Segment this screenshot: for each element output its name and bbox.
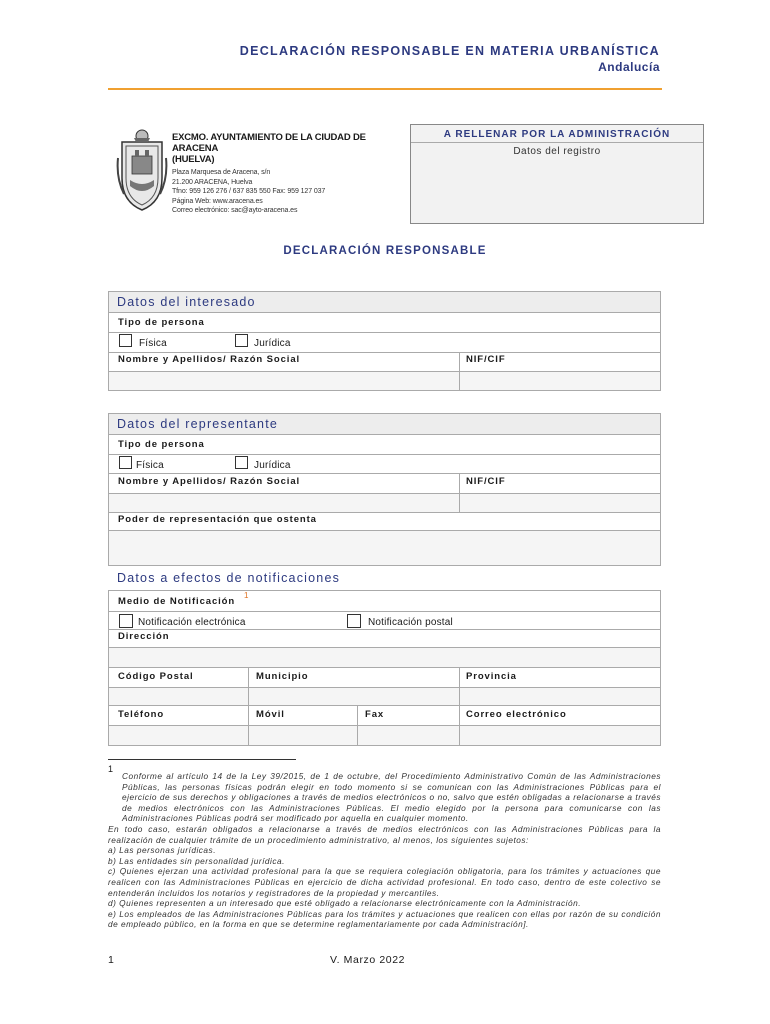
- municipality-web: Página Web: www.aracena.es: [172, 197, 263, 205]
- representante-nif-input[interactable]: [460, 494, 660, 512]
- representante-juridica-checkbox[interactable]: [235, 456, 248, 469]
- notificaciones-options-row: [108, 612, 661, 630]
- municipality-info: [172, 132, 402, 216]
- footnote-item-a: a) Las personas jurídicas.: [108, 845, 217, 856]
- section-interesado-heading: Datos del interesado: [108, 291, 661, 313]
- cp-label: Código Postal: [118, 671, 194, 682]
- correo-input[interactable]: [460, 726, 660, 745]
- telefono-header-row: [108, 706, 661, 726]
- representante-fisica-label: Física: [136, 460, 164, 471]
- municipio-label: Municipio: [256, 671, 309, 682]
- representante-nif-label: NIF/CIF: [466, 476, 506, 487]
- interesado-nif-input[interactable]: [460, 372, 660, 390]
- representante-nombre-label: Nombre y Apellidos/ Razón Social: [118, 476, 301, 487]
- cp-header-row: [108, 668, 661, 688]
- notificacion-electronica-label: Notificación electrónica: [138, 617, 246, 628]
- telefono-input-row: [108, 726, 661, 746]
- direccion-input[interactable]: [108, 648, 661, 668]
- direccion-header-row: [108, 630, 661, 648]
- representante-poder-input[interactable]: [108, 531, 661, 566]
- footnote-item-d: d) Quienes representen a un interesado que esté obligado a relacionarse electrónicamente con la Administración.: [108, 898, 582, 909]
- interesado-juridica-label: Jurídica: [254, 338, 291, 349]
- interesado-nombre-input-row: [108, 371, 661, 391]
- notificacion-postal-label: Notificación postal: [368, 617, 453, 628]
- interesado-juridica-checkbox[interactable]: [235, 334, 248, 347]
- representante-fisica-checkbox[interactable]: [119, 456, 132, 469]
- document-region: Andalucía: [598, 60, 660, 74]
- fax-input[interactable]: [358, 726, 459, 745]
- interesado-tipo-row: [108, 313, 661, 333]
- footnote-item-c: c) Quienes ejerzan una actividad profesional para la que se requiera colegiación obligatoria, para los trámites y actuaciones que realicen con las Administraciones Públicas en ejercicio de dicha actividad profesional. En todo caso, dentro de este colectivo se entenderán incluidos los notarios y registradores de la propiedad y mercantiles.: [108, 866, 661, 898]
- cp-input-row: [108, 688, 661, 706]
- notificacion-electronica-checkbox[interactable]: [119, 614, 133, 628]
- telefono-input[interactable]: [109, 726, 248, 745]
- footnote-ref: 1: [244, 591, 249, 600]
- footnote-text: [108, 771, 661, 930]
- header-divider: [108, 88, 662, 90]
- document-title: DECLARACIÓN RESPONSABLE EN MATERIA URBANÍSTICA: [239, 44, 660, 58]
- footnote-paragraph-2: En todo caso, estarán obligados a relacionarse a través de medios electrónicos con las Administraciones Públicas para la realización de cualquier trámite de un procedimiento administrativo, al menos, los siguientes sujetos:: [108, 823, 661, 845]
- footnote-item-b: b) Las entidades sin personalidad jurídica.: [108, 855, 285, 866]
- coat-of-arms-icon: [116, 128, 168, 212]
- provincia-label: Provincia: [466, 671, 517, 682]
- municipality-postal: 21.200 ARACENA, Huelva: [172, 178, 253, 186]
- municipality-email: Correo electrónico: sac@ayto-aracena.es: [172, 207, 298, 215]
- representante-tipo-row: [108, 435, 661, 455]
- representante-options-row: [108, 455, 661, 474]
- correo-label: Correo electrónico: [466, 709, 567, 720]
- municipality-address: Plaza Marquesa de Aracena, s/n: [172, 169, 271, 176]
- interesado-nombre-header-row: [108, 352, 661, 371]
- representante-nombre-input-row: [108, 493, 661, 513]
- fax-label: Fax: [365, 709, 385, 720]
- section-notificaciones-heading: Datos a efectos de notificaciones: [117, 571, 341, 585]
- representante-poder-header-row: [108, 513, 661, 531]
- representante-poder-label: Poder de representación que ostenta: [118, 514, 317, 525]
- municipality-province: (HUELVA): [172, 154, 215, 165]
- admin-box-title: A RELLENAR POR LA ADMINISTRACIÓN: [411, 125, 703, 143]
- declaration-title: DECLARACIÓN RESPONSABLE: [283, 245, 487, 257]
- footnote-item-e: e) Los empleados de las Administraciones Públicas para los trámites y actuaciones que realicen con ellas por razón de su condición de empleado público, en la forma en que se determine reglamentariamente por cada Administración].: [108, 908, 661, 930]
- footnote-paragraph-1: Conforme al artículo 14 de la Ley 39/2015, de 1 de octubre, del Procedimiento Administrativo Común de las Administraciones Públicas, las personas físicas podrán elegir en todo momento si se comunican con las Administraciones Públicas para el ejercicio de sus derechos y obligaciones a través de medios electrónicos o no, salvo que estén obligadas a relacionarse a través de medios electrónicos con las Administraciones Públicas. El medio elegido por la persona para comunicarse con las Administraciones Públicas podrá ser modificado por aquella en cualquier momento.: [122, 771, 661, 824]
- interesado-tipo-label: Tipo de persona: [118, 317, 205, 328]
- representante-nombre-input[interactable]: [109, 494, 459, 512]
- interesado-nif-label: NIF/CIF: [466, 354, 506, 365]
- notificaciones-medio-label: Medio de Notificación: [118, 596, 236, 607]
- municipality-name: EXCMO. AYUNTAMIENTO DE LA CIUDAD DE ARACENA: [172, 132, 366, 154]
- representante-juridica-label: Jurídica: [254, 460, 291, 471]
- interesado-nombre-input[interactable]: [109, 372, 459, 390]
- provincia-input[interactable]: [460, 688, 660, 705]
- page-number: 1: [108, 954, 114, 966]
- representante-nombre-header-row: [108, 474, 661, 493]
- interesado-fisica-label: Física: [139, 338, 167, 349]
- footnote-divider: [108, 759, 296, 760]
- movil-label: Móvil: [256, 709, 285, 720]
- interesado-fisica-checkbox[interactable]: [119, 334, 132, 347]
- direccion-label: Dirección: [118, 631, 170, 642]
- telefono-label: Teléfono: [118, 709, 165, 720]
- section-representante-heading: Datos del representante: [108, 413, 661, 435]
- municipality-phones: Tfno: 959 126 276 / 637 835 550 Fax: 959 127 037: [172, 188, 326, 196]
- footnote-number: 1: [108, 764, 114, 774]
- notificaciones-medio-row: [108, 590, 661, 612]
- movil-input[interactable]: [249, 726, 357, 745]
- admin-box-subtitle: Datos del registro: [513, 146, 601, 157]
- representante-tipo-label: Tipo de persona: [118, 439, 205, 450]
- municipio-input[interactable]: [249, 688, 459, 705]
- document-version: V. Marzo 2022: [330, 954, 406, 966]
- interesado-options-row: [108, 333, 661, 353]
- cp-input[interactable]: [109, 688, 248, 705]
- notificacion-postal-checkbox[interactable]: [347, 614, 361, 628]
- interesado-nombre-label: Nombre y Apellidos/ Razón Social: [118, 354, 301, 365]
- admin-registry-box: [410, 124, 704, 224]
